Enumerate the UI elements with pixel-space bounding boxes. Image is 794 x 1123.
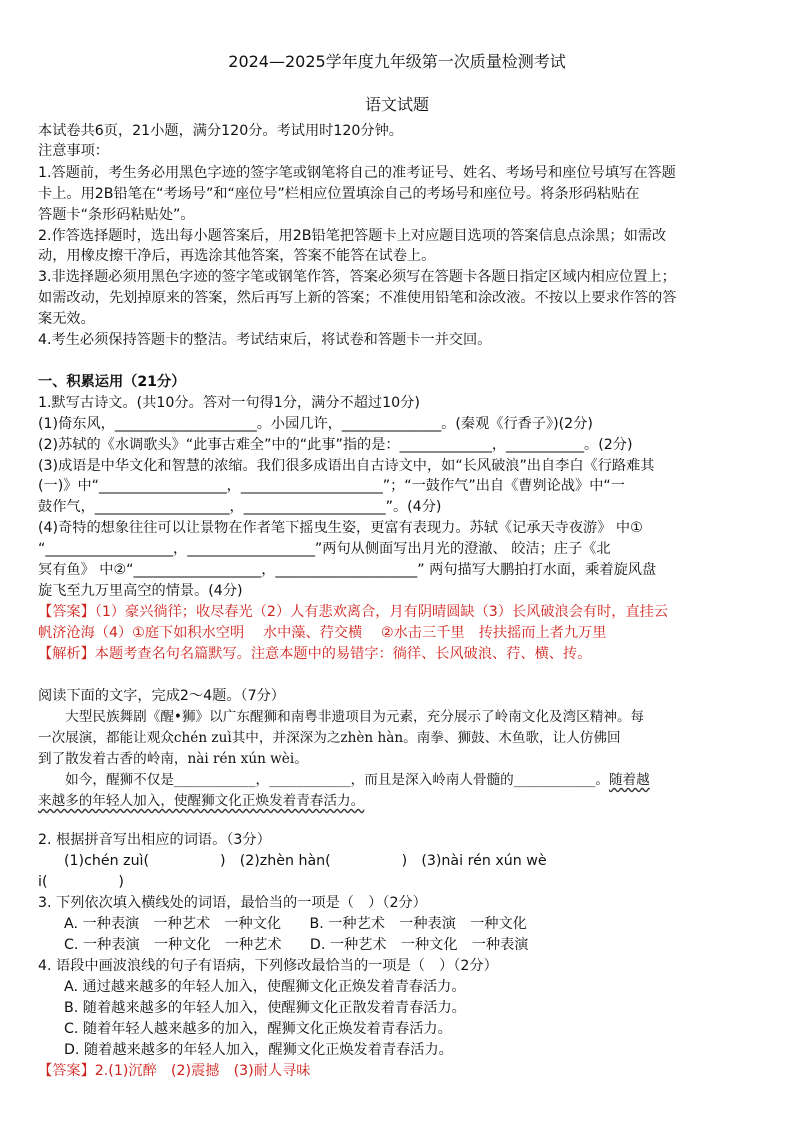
answer-2: 【答案】2.(1)沉醉 (2)震撼 (3)耐人寻味 [38, 1063, 311, 1079]
wavy-underlined-sentence: 随着越 [608, 772, 650, 788]
analysis-line: 【解析】本题考查名句名篇默写。注意本题中的易错字：徜徉、长风破浪、荇、横、抟。 [38, 646, 592, 662]
answer-line: 帆济沧海（4）①庭下如积水空明 水中藻、荇交横 ②水击三千里 抟扶摇而上者九万里 [38, 625, 607, 641]
question-4-option: A. 通过越来越多的年轻人加入，使醒狮文化正焕发着青春活力。 [64, 979, 466, 995]
notice-line: 答题卡“条形码粘贴处”。 [38, 207, 195, 223]
reading-paragraph-line: 大型民族舞剧《醒•狮》以广东醒狮和南粤非遗项目为元素，充分展示了岭南文化及湾区精神。每 [38, 709, 645, 725]
notice-line: 卡上。用2B铅笔在“考场号”和“座位号”栏相应位置填涂自己的考场号和座位号。将条形码粘贴在 [38, 186, 640, 202]
question-3-options: A. 一种表演 一种艺术 一种文化 B. 一种艺术 一种表演 一种文化 [64, 916, 527, 932]
question-1-line: (1)倚东风，____________________。小园几许，______________。(秦观《行香子》)(2分) [38, 416, 593, 432]
reading-paragraph-2-cont [38, 791, 364, 811]
question-2-blanks: (1)chén zuì( ) (2)zhèn hàn( ) (3)nài rén xún wè [64, 853, 547, 869]
question-3: 3. 下列依次填入横线处的词语，最恰当的一项是（ ）（2分） [38, 895, 427, 911]
reading-instruction: 阅读下面的文字，完成2～4题。（7分） [38, 688, 285, 704]
wavy-underlined-sentence: 来越多的年轻人加入，使醒狮文化正焕发着青春活力。 [38, 793, 365, 809]
reading-paragraph-2 [38, 770, 650, 790]
notice-line: 4.考生必须保持答题卡的整洁。考试结束后，将试卷和答题卡一并交回。 [38, 332, 492, 348]
question-4-option: B. 随着越来越多的年轻人加入，使醒狮文化正散发着青春活力。 [64, 1000, 466, 1016]
question-1-line: (4)奇特的想象往往可以让景物在作者笔下摇曳生姿，更富有表现力。苏轼《记承天寺夜游》 中① [38, 520, 643, 536]
notice-line: 1.答题前，考生务必用黑色字迹的签字笔或钢笔将自己的准考证号、姓名、考场号和座位号填写在答题 [38, 165, 676, 181]
reading-paragraph-line: 到了散发着古香的岭南，nài rén xún wèi。 [38, 751, 308, 767]
notice-line: 动，用橡皮擦干净后，再选涂其他答案，答案不能答在试卷上。 [38, 248, 436, 264]
reading-paragraph-line: 一次展演，都能让观众chén zuì其中，并深深为之zhèn hàn。南拳、狮鼓、木鱼歌，让人仿佛回 [38, 730, 621, 746]
question-4-option: C. 随着年轻人越来越多的加入，醒狮文化正焕发着青春活力。 [64, 1021, 452, 1037]
paragraph-2-text: 如今，醒狮不仅是____________，____________，而且是深入岭南人骨髓的____________。 [38, 772, 609, 788]
section-heading: 一、积累运用（21分） [38, 374, 186, 390]
question-4-option: D. 随着越来越多的年轻人加入，醒狮文化正焕发着青春活力。 [64, 1042, 453, 1058]
answer-line: 【答案】（1）豪兴徜徉；收尽春光（2）人有悲欢离合，月有阴晴圆缺（3）长风破浪会有时，直挂云 [38, 604, 669, 620]
notice-line: 2.作答选择题时，选出每小题答案后，用2B铅笔把答题卡上对应题目选项的答案信息点涂黑；如需改 [38, 228, 667, 244]
notice-line: 3.非选择题必须用黑色字迹的签字笔或钢笔作答，答案必须写在答题卡各题日指定区域内相应位置上； [38, 269, 676, 285]
exam-summary: 本试卷共6页，21小题，满分120分。考试用时120分钟。 [38, 123, 403, 139]
exam-title: 2024—2025学年度九年级第一次质量检测考试 [228, 52, 566, 71]
notice-line: 案无效。 [38, 311, 95, 327]
notice-heading: 注意事项： [38, 143, 109, 159]
question-2: 2. 根据拼音写出相应的词语。（3分） [38, 832, 271, 848]
question-3-options: C. 一种表演 一种文化 一种艺术 D. 一种艺术 一种文化 一种表演 [64, 937, 529, 953]
question-2-blanks: i( ) [38, 874, 124, 890]
question-1-line: “__________________，__________________”两句从侧面写出月光的澄澈、 皎洁；庄子《北 [38, 541, 611, 557]
notice-line: 如需改动，先划掉原来的答案，然后再写上新的答案；不准使用铅笔和涂改液。不按以上要求作答的答 [38, 290, 677, 306]
question-1-line: (2)苏轼的《水调歌头》“此事古难全”中的“此事”指的是：_____________，___________。(2分) [38, 437, 633, 453]
question-4: 4. 语段中画波浪线的句子有语病，下列修改最恰当的一项是（ ）（2分） [38, 958, 498, 974]
question-1-line: 旋飞至九万里高空的情景。(4分) [38, 583, 243, 599]
question-1-line: (3)成语是中华文化和智慧的浓缩。我们很多成语出自古诗文中，如“长风破浪”出自李白《行路难其 [38, 458, 655, 474]
exam-subtitle: 语文试题 [364, 95, 429, 114]
question-1-line: 1.默写古诗文。(共10分。答对一句得1分，满分不超过10分) [38, 395, 420, 411]
question-1-line: 冥有鱼》 中②“__________________，____________________” 两句描写大鹏拍打水面，乘着旋风盘 [38, 562, 657, 578]
question-1-line: 鼓作气，___________________，____________________”。(4分) [38, 499, 442, 515]
question-1-line: (一)》中“__________________，____________________”；“一鼓作气”出自《曹刿论战》中“一 [38, 478, 625, 494]
